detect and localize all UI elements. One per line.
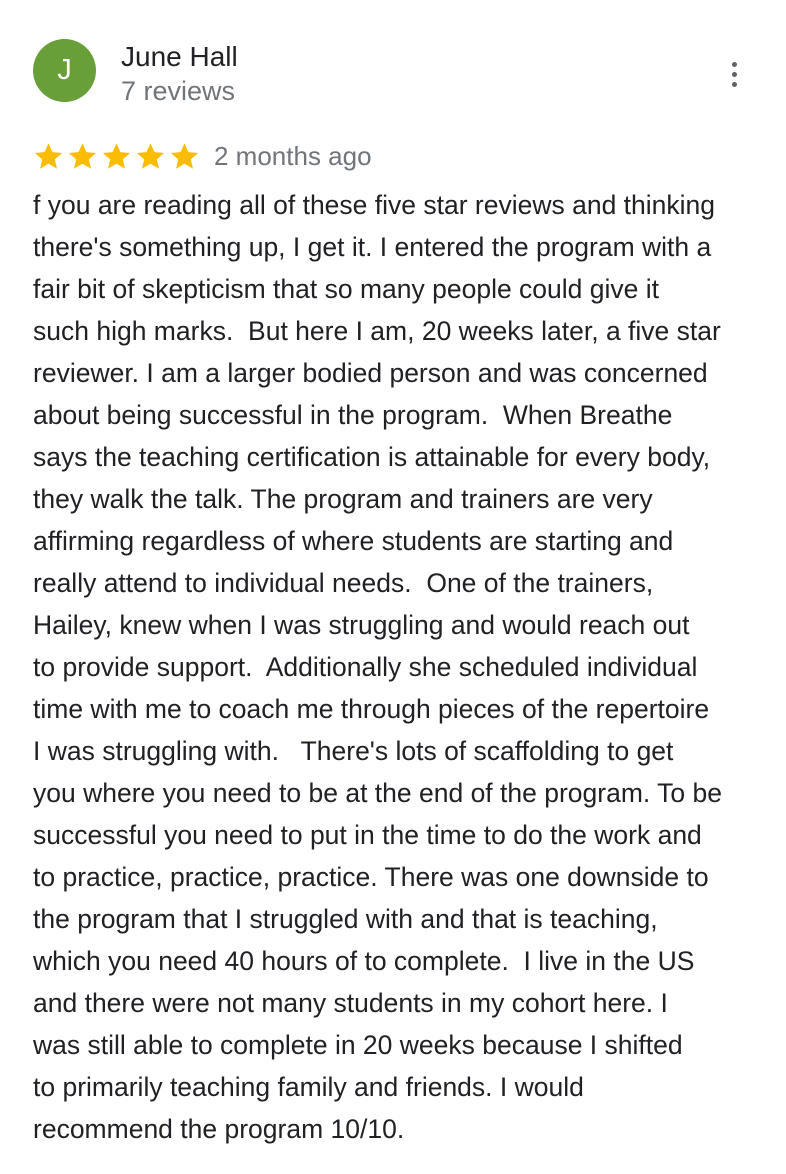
star-icon xyxy=(169,141,200,172)
star-rating xyxy=(33,141,200,172)
avatar-initial: J xyxy=(57,54,72,86)
more-vert-icon xyxy=(732,62,737,67)
rating-row xyxy=(33,138,372,174)
star-icon xyxy=(67,141,98,172)
star-icon xyxy=(101,141,132,172)
review-text: f you are reading all of these five star reviews and thinking there's something up, I get it. I entered the program with a fair bit of skepticism that so many people could give it such high marks. But here I am, 20 weeks later, a five star reviewer. I am a larger bodied person and was concerned about being successful in the program. When Breathe says the teaching certification is attainable for every body, they walk the talk. The program and trainers are very affirming regardless of where students are starting and really attend to individual needs. One of the trainers, Hailey, knew when I was struggling and would reach out to provide support. Additionally she scheduled individual time with me to coach me through pieces of the repertoire I was struggling with. There's lots of scaffolding to get you where you need to be at the end of the program. To be successful you need to put in the time to do the work and to practice, practice, practice. There was one downside to the program that I struggled with and that is teaching, which you need 40 hours of to complete. I live in the US and there were not many students in my cohort here. I was still able to complete in 20 weeks because I shifted to primarily teaching family and friends. I would recommend the program 10/10. xyxy=(33,190,722,1144)
more-vert-icon-dot xyxy=(732,82,737,87)
review-timestamp: 2 months ago xyxy=(214,141,372,171)
review-count[interactable]: 7 reviews xyxy=(121,76,236,106)
reviewer-name[interactable]: June Hall xyxy=(121,41,238,72)
more-options-button[interactable] xyxy=(716,56,752,92)
star-icon xyxy=(33,141,64,172)
star-icon xyxy=(135,141,166,172)
more-vert-icon-dot xyxy=(732,72,737,77)
avatar[interactable] xyxy=(33,39,96,102)
